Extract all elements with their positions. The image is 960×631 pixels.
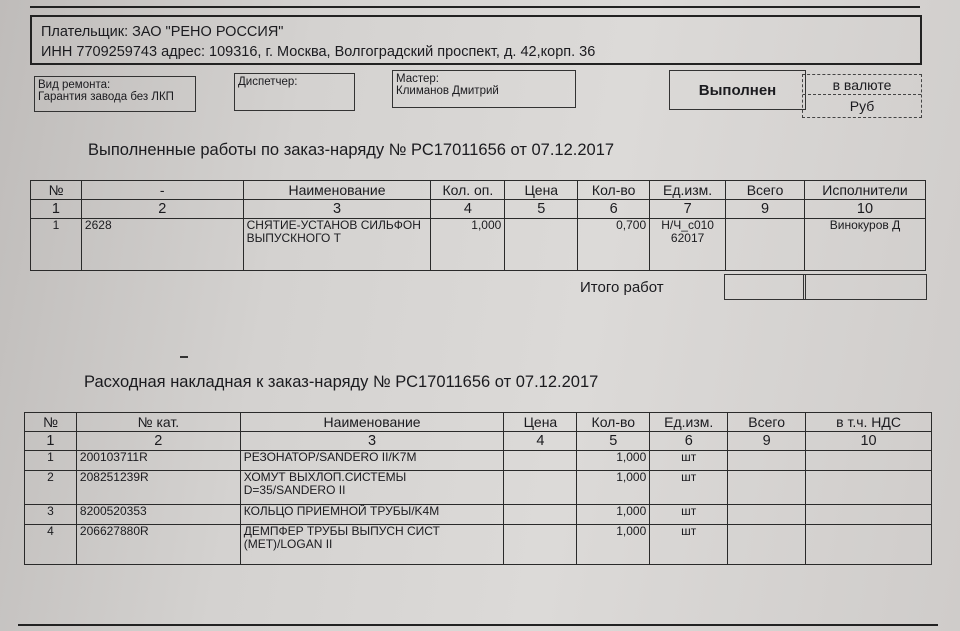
works-total-label: Итого работ (580, 279, 664, 296)
works-col-unit: Ед.изм. (650, 181, 726, 200)
part-unit: шт (650, 471, 728, 505)
works-num: 10 (805, 200, 926, 219)
parts-col-name: Наименование (240, 413, 504, 432)
payer-box (30, 15, 922, 65)
part-total (728, 471, 806, 505)
parts-number-row (25, 432, 932, 451)
table-row (25, 525, 932, 565)
works-heading: Выполненные работы по заказ-наряду № РС17011656 от 07.12.2017 (88, 141, 615, 159)
part-price (504, 525, 577, 565)
currency-value: Руб (849, 98, 875, 114)
part-number: 3 (25, 505, 77, 525)
part-vat (806, 471, 932, 505)
currency-label: в валюте (803, 75, 921, 95)
part-total (728, 451, 806, 471)
work-total (726, 219, 805, 271)
parts-table (24, 412, 932, 565)
dispatcher-label: Диспетчер: (238, 76, 298, 88)
parts-col-n: № (25, 413, 77, 432)
parts-num: 10 (806, 432, 932, 451)
work-executor: Винокуров Д (805, 219, 926, 271)
parts-header-row (25, 413, 932, 432)
master-value: Климанов Дмитрий (396, 85, 499, 97)
part-vat (806, 505, 932, 525)
master-box (392, 70, 576, 108)
works-table (30, 180, 926, 271)
works-num: 5 (505, 200, 578, 219)
parts-num: 3 (240, 432, 504, 451)
payer-address: ИНН 7709259743 адрес: 109316, г. Москва, Волгоградский проспект, д. 42,корп. 36 (41, 44, 596, 60)
part-vat (806, 525, 932, 565)
parts-num: 4 (504, 432, 577, 451)
works-num: 3 (243, 200, 431, 219)
part-unit: шт (650, 525, 728, 565)
works-col-price: Цена (505, 181, 578, 200)
works-col-qty: Кол-во (578, 181, 650, 200)
work-qty: 0,700 (578, 219, 650, 271)
parts-col-qty: Кол-во (577, 413, 650, 432)
part-price (504, 505, 577, 525)
work-name: СНЯТИЕ-УСТАНОВ СИЛЬФОН ВЫПУСКНОГО Т (243, 219, 431, 271)
parts-heading: Расходная накладная к заказ-наряду № РС17011656 от 07.12.2017 (84, 373, 599, 391)
part-catalog: 8200520353 (76, 505, 240, 525)
works-col-code: - (81, 181, 243, 200)
parts-col-unit: Ед.изм. (650, 413, 728, 432)
part-price (504, 471, 577, 505)
part-total (728, 525, 806, 565)
works-num: 7 (650, 200, 726, 219)
work-unit: Н/Ч_с010 62017 (650, 219, 726, 271)
works-total-value (724, 274, 806, 300)
part-qty: 1,000 (577, 451, 650, 471)
part-qty: 1,000 (577, 471, 650, 505)
repair-type-value: Гарантия завода без ЛКП (38, 91, 174, 103)
work-price (505, 219, 578, 271)
works-num: 1 (31, 200, 82, 219)
works-col-exec: Исполнители (805, 181, 926, 200)
repair-type-label: Вид ремонта: (38, 79, 111, 91)
table-row (25, 505, 932, 525)
part-vat (806, 451, 932, 471)
parts-col-vat: в т.ч. НДС (806, 413, 932, 432)
parts-num: 6 (650, 432, 728, 451)
part-catalog: 200103711R (76, 451, 240, 471)
work-code: 2628 (81, 219, 243, 271)
repair-type-box (34, 76, 196, 112)
part-price (504, 451, 577, 471)
part-name: ХОМУТ ВЫХЛОП.СИСТЕМЫ D=35/SANDERO II (240, 471, 504, 505)
master-label: Мастер: (396, 73, 439, 85)
status-badge: Выполнен (669, 70, 806, 110)
parts-col-price: Цена (504, 413, 577, 432)
part-unit: шт (650, 505, 728, 525)
works-col-name: Наименование (243, 181, 431, 200)
part-catalog: 206627880R (76, 525, 240, 565)
part-total (728, 505, 806, 525)
table-row (25, 451, 932, 471)
works-total-extra (803, 274, 927, 300)
part-catalog: 208251239R (76, 471, 240, 505)
works-num: 9 (726, 200, 805, 219)
parts-col-total: Всего (728, 413, 806, 432)
part-unit: шт (650, 451, 728, 471)
work-ops: 1,000 (431, 219, 505, 271)
stray-mark (180, 356, 188, 358)
dispatcher-box (234, 73, 355, 111)
top-border (30, 0, 920, 8)
parts-num: 2 (76, 432, 240, 451)
parts-col-cat: № кат. (76, 413, 240, 432)
bottom-rule (18, 624, 938, 626)
table-row (25, 471, 932, 505)
parts-num: 1 (25, 432, 77, 451)
part-number: 2 (25, 471, 77, 505)
currency-box (802, 74, 922, 118)
works-num: 4 (431, 200, 505, 219)
part-name: РЕЗОНАТОР/SANDERO II/K7M (240, 451, 504, 471)
works-col-ops: Кол. оп. (431, 181, 505, 200)
parts-num: 9 (728, 432, 806, 451)
parts-num: 5 (577, 432, 650, 451)
part-qty: 1,000 (577, 505, 650, 525)
part-name: ДЕМПФЕР ТРУБЫ ВЫПУСН СИСТ (MET)/LOGAN II (240, 525, 504, 565)
works-col-total: Всего (726, 181, 805, 200)
works-num: 6 (578, 200, 650, 219)
row-number: 1 (31, 219, 82, 271)
payer-name: Плательщик: ЗАО "РЕНО РОССИЯ" (41, 24, 284, 40)
part-qty: 1,000 (577, 525, 650, 565)
part-number: 1 (25, 451, 77, 471)
works-header-row (31, 181, 926, 200)
works-number-row (31, 200, 926, 219)
works-num: 2 (81, 200, 243, 219)
table-row (31, 219, 926, 271)
part-name: КОЛЬЦО ПРИЕМНОЙ ТРУБЫ/K4M (240, 505, 504, 525)
works-col-n: № (31, 181, 82, 200)
part-number: 4 (25, 525, 77, 565)
